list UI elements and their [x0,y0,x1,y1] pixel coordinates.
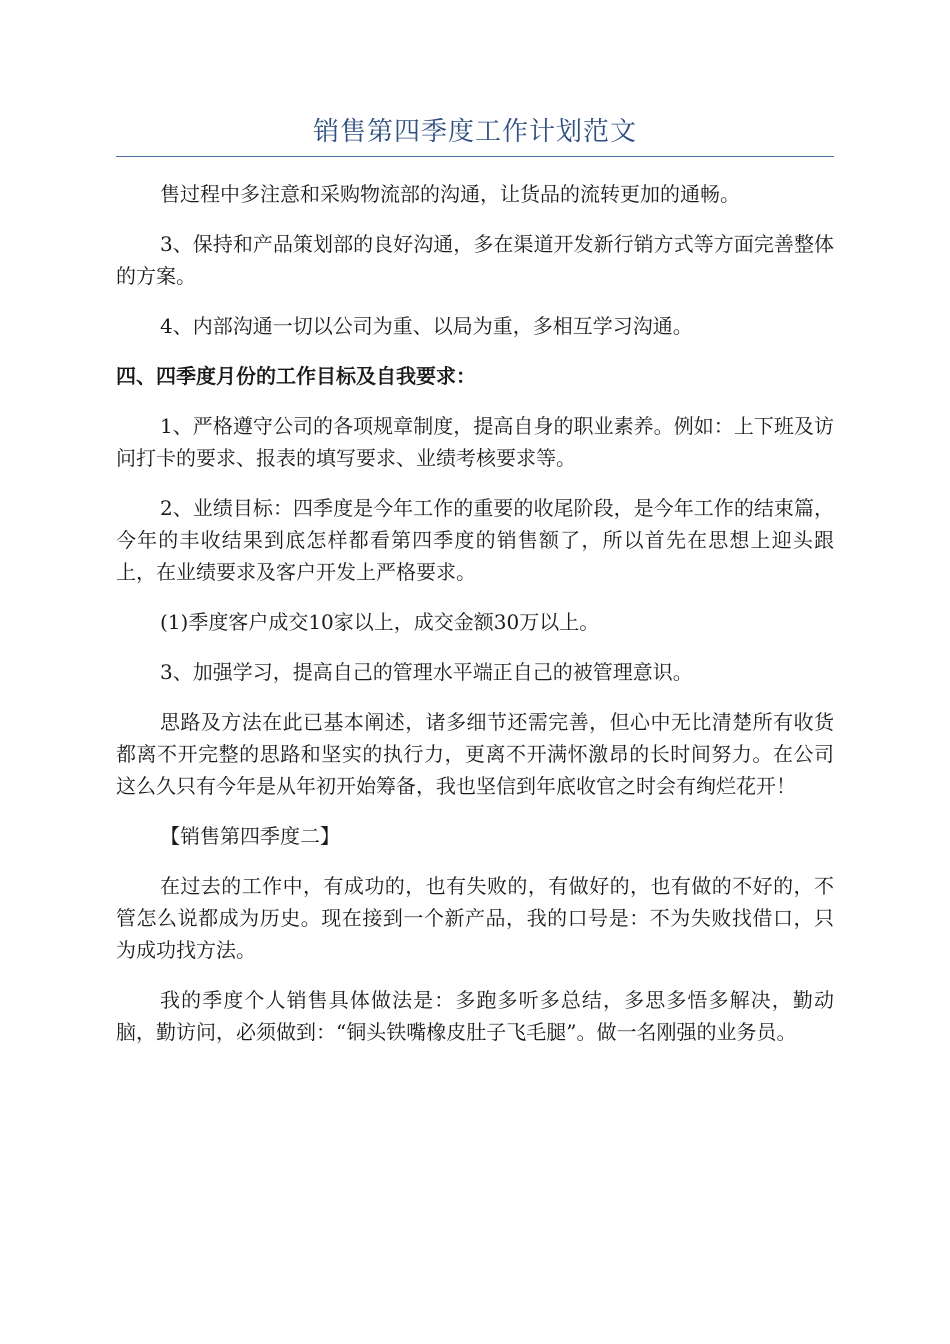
document-body [116,178,834,1066]
paragraph: (1)季度客户成交10家以上，成交金额30万以上。 [160,610,600,634]
document-header [116,112,834,157]
paragraph: 1、严格遵守公司的各项规章制度，提高自身的职业素养。例如：上下班及访问打卡的要求、报表的填写要求、业绩考核要求等。 [116,414,834,470]
paragraph: 2、业绩目标：四季度是今年工作的重要的收尾阶段，是今年工作的结束篇，今年的丰收结果到底怎样都看第四季度的销售额了，所以首先在思想上迎头跟上，在业绩要求及客户开发上严格要求。 [116,496,834,584]
paragraph: 我的季度个人销售具体做法是：多跑多听多总结，多思多悟多解决，勤动脑，勤访问，必须做到：“铜头铁嘴橡皮肚子飞毛腿”。做一名刚强的业务员。 [116,988,834,1044]
paragraph: 在过去的工作中，有成功的，也有失败的，有做好的，也有做的不好的，不管怎么说都成为历史。现在接到一个新产品，我的口号是：不为失败找借口，只为成功找方法。 [116,874,834,962]
section-heading: 四、四季度月份的工作目标及自我要求： [116,364,476,388]
paragraph: 4、内部沟通一切以公司为重、以局为重，多相互学习沟通。 [160,314,693,338]
paragraph: 3、保持和产品策划部的良好沟通，多在渠道开发新行销方式等方面完善整体的方案。 [116,232,834,288]
section-subtitle: 【销售第四季度二】 [160,824,340,848]
paragraph: 售过程中多注意和采购物流部的沟通，让货品的流转更加的通畅。 [160,182,740,206]
paragraph: 思路及方法在此已基本阐述，诸多细节还需完善，但心中无比清楚所有收货都离不开完整的思路和坚实的执行力，更离不开满怀激昂的长时间努力。在公司这么久只有今年是从年初开始筹备，我也坚信到年底收官之时会有绚烂花开！ [116,710,834,798]
paragraph: 3、加强学习，提高自己的管理水平端正自己的被管理意识。 [160,660,693,684]
document-title: 销售第四季度工作计划范文 [312,117,637,147]
